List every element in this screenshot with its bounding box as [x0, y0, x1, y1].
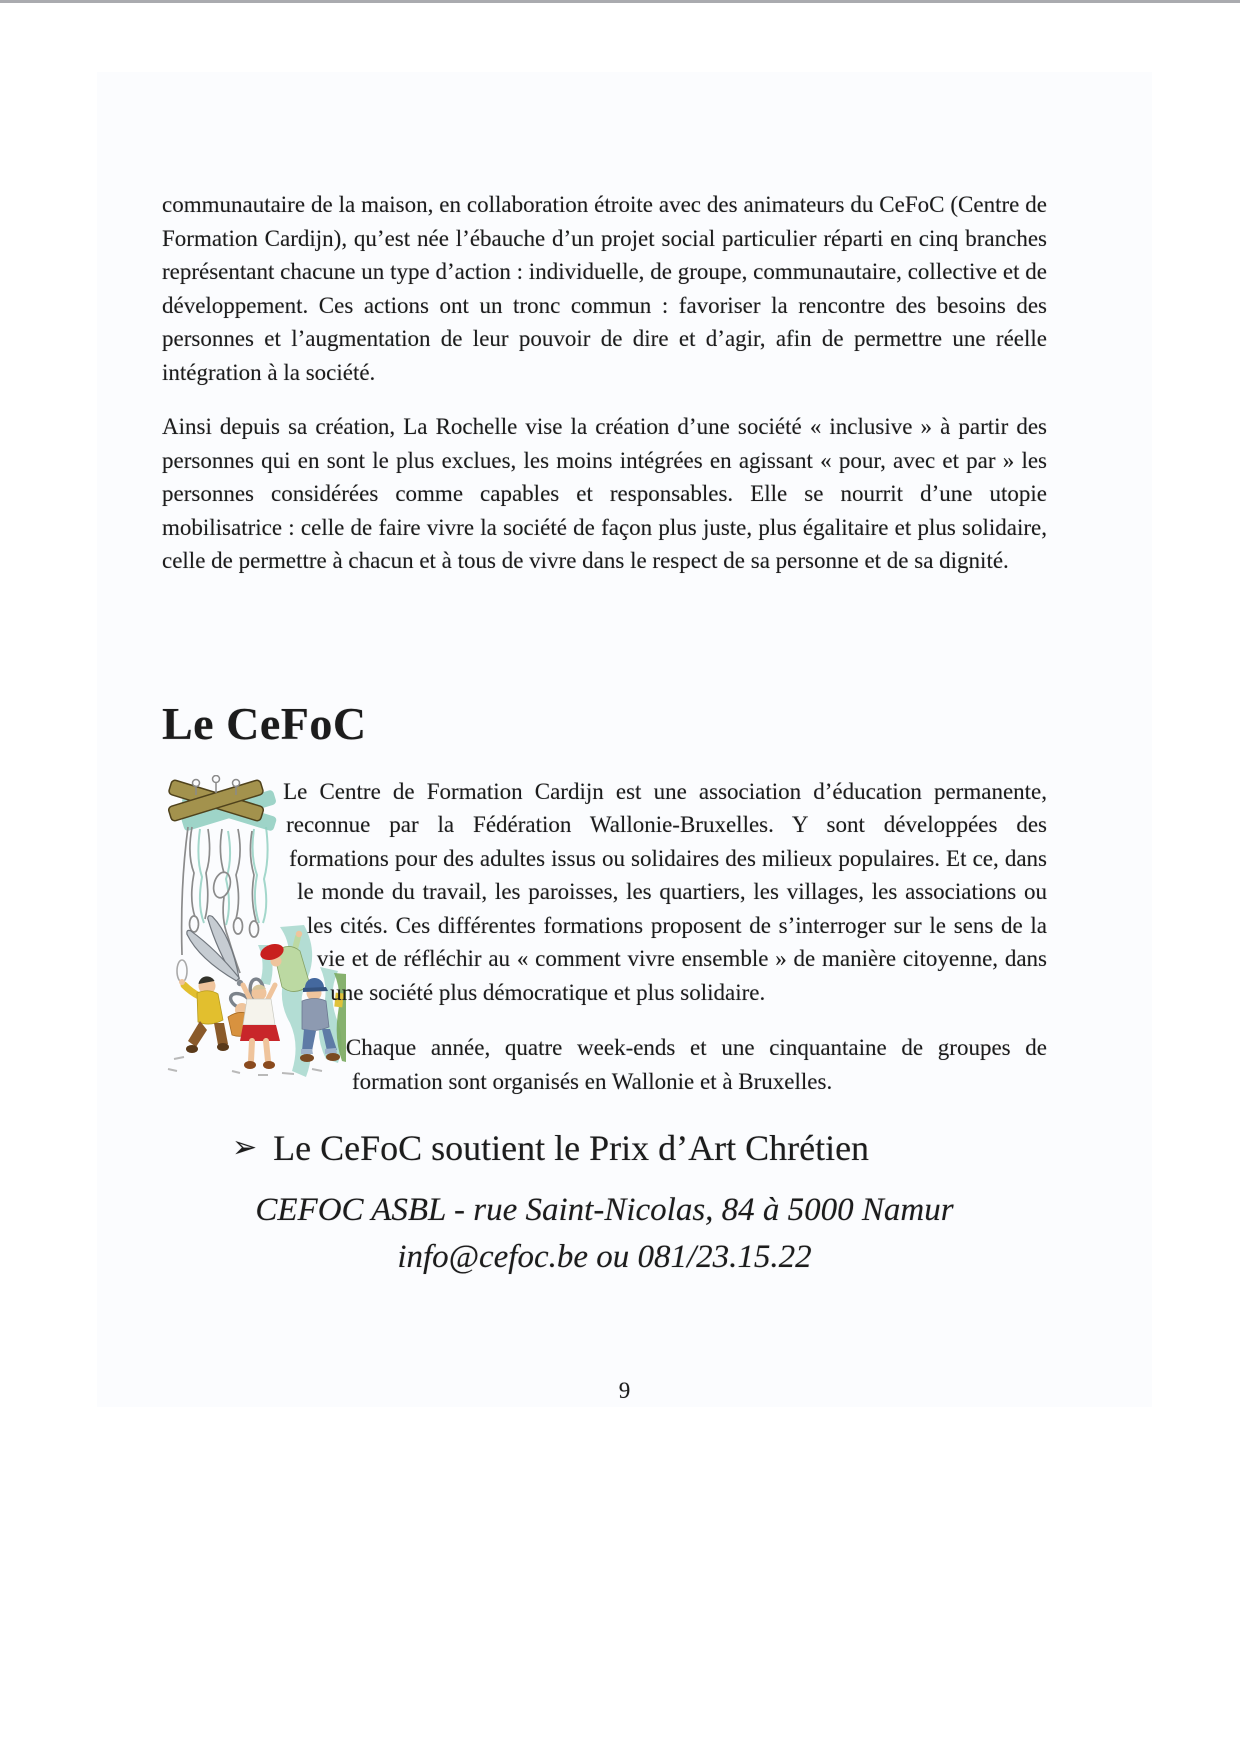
document-page — [97, 72, 1152, 1407]
paragraph-projet-social: communautaire de la maison, en collaboration étroite avec des animateurs du CeFoC (Centre de Formation Cardijn), qu’est née l’ébauche d’un projet social particulier réparti en cinq branches représentant chacune un type d’action : individuelle, de groupe, communautaire, collective et de développement. Ces actions ont un tronc commun : favoriser la rencontre des besoins des personnes et l’augmentation de leur pouvoir de dire et d’agir, afin de permettre une réelle intégration à la société. — [162, 192, 1047, 385]
page-number: 9 — [618, 1378, 631, 1403]
bullet-line-prix-art-chretien — [232, 1126, 1047, 1173]
scan-top-edge — [0, 0, 1240, 3]
contact-email-phone: info@cefoc.be ou 081/23.15.22 — [397, 1239, 812, 1275]
paragraph-cefoc-weekends: Chaque année, quatre week-ends et une cinquantaine de groupes de formation sont organisés en Wallonie et à Bruxelles. — [345, 1035, 1047, 1094]
paragraph-societe-inclusive: Ainsi depuis sa création, La Rochelle vise la création d’une société « inclusive » à partir des personnes qui en sont le plus exclues, les moins intégrées en agissant « pour, avec et par » les personnes considérées comme capables et responsables. Elle se nourrit d’une utopie mobilisatrice : celle de faire vivre la société de façon plus juste, plus égalitaire et plus solidaire, celle de permettre à chacun et à tous de vivre dans le respect de sa personne et de sa dignité. — [162, 414, 1047, 573]
page-content — [97, 72, 1152, 1281]
arrowhead-bullet-icon: ➢ — [232, 1131, 258, 1164]
paragraph-cefoc-description: Le Centre de Formation Cardijn est une association d’éducation permanente, reconnue par la Fédération Wallonie-Bruxelles. Y sont développées des formations pour des adultes issus ou solidaires des milieux populaires. Et ce, dans le monde du travail, les paroisses, les quartiers, les villages, les associations ou les cités. Ces différentes formations proposent de s’interroger sur le sens de la vie et de réfléchir au « comment vivre ensemble » de manière citoyenne, dans une société plus démocratique et plus solidaire. — [283, 778, 1047, 1005]
contact-block — [162, 1187, 1047, 1281]
cefoc-section — [162, 775, 1047, 1282]
contact-address: CEFOC ASBL - rue Saint-Nicolas, 84 à 5000 Namur — [255, 1192, 954, 1228]
bullet-text: Le CeFoC soutient le Prix d’Art Chrétien — [273, 1128, 870, 1168]
figure-yellow-kneeling — [177, 960, 229, 1053]
section-heading-le-cefoc: Le CeFoC — [162, 697, 367, 749]
